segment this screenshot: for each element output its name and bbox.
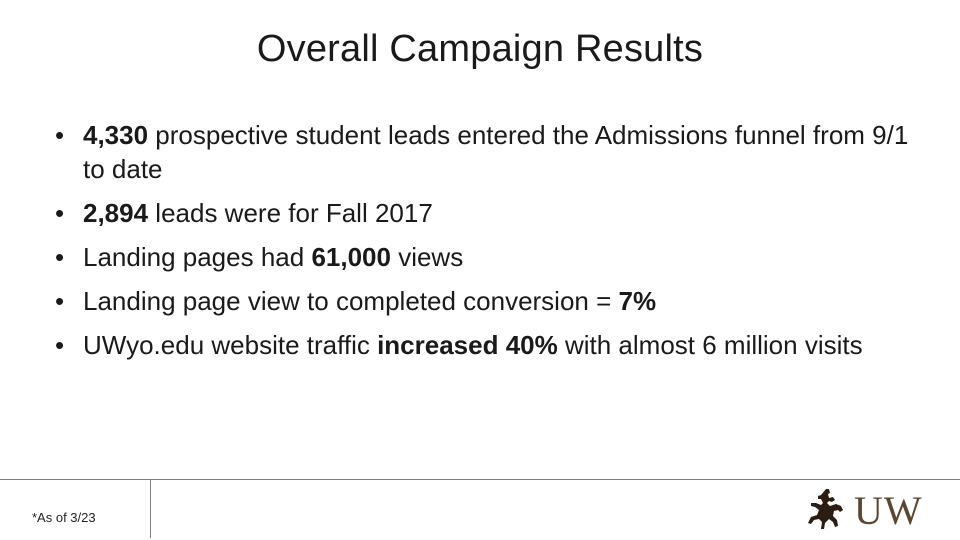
bullet-dot: • bbox=[55, 198, 65, 228]
bullet-bold: increased 40% bbox=[377, 330, 558, 360]
logo-text: UW bbox=[854, 488, 923, 533]
bullet-plain: views bbox=[390, 242, 464, 272]
bullet-item bbox=[55, 284, 925, 318]
bullet-bold: 61,000 bbox=[311, 242, 391, 272]
bullet-plain: UWyo.edu website traffic bbox=[83, 330, 378, 360]
bullet-dot: • bbox=[55, 120, 65, 150]
bullet-bold: 4,330 bbox=[83, 120, 149, 150]
bullet-text bbox=[83, 120, 908, 184]
bullet-text bbox=[83, 242, 463, 272]
bullet-list bbox=[55, 118, 925, 372]
bullet-item bbox=[55, 118, 925, 186]
bullet-plain: prospective student leads entered the Admissions funnel from 9/1 to date bbox=[83, 120, 909, 184]
bucking-horse-rider-icon bbox=[806, 487, 850, 535]
bullet-dot: • bbox=[55, 242, 65, 272]
university-logo bbox=[806, 486, 948, 536]
bullet-text bbox=[83, 286, 656, 316]
bullet-plain: leads were for Fall 2017 bbox=[148, 198, 433, 228]
bullet-plain: Landing page view to completed conversion = bbox=[83, 286, 619, 316]
bullet-bold: 7% bbox=[618, 286, 657, 316]
bullet-item bbox=[55, 196, 925, 230]
bullet-plain: Landing pages had bbox=[83, 242, 312, 272]
slide-title: Overall Campaign Results bbox=[256, 28, 704, 70]
bullet-dot: • bbox=[55, 330, 65, 360]
bullet-dot: • bbox=[55, 286, 65, 316]
bullet-text bbox=[83, 330, 863, 360]
bullet-item bbox=[55, 240, 925, 274]
bullet-item bbox=[55, 328, 925, 362]
bullet-plain: with almost 6 million visits bbox=[557, 330, 863, 360]
footnote-box bbox=[18, 480, 151, 538]
footnote: *As of 3/23 bbox=[32, 510, 96, 525]
bullet-text bbox=[83, 198, 433, 228]
bullet-bold: 2,894 bbox=[83, 198, 149, 228]
